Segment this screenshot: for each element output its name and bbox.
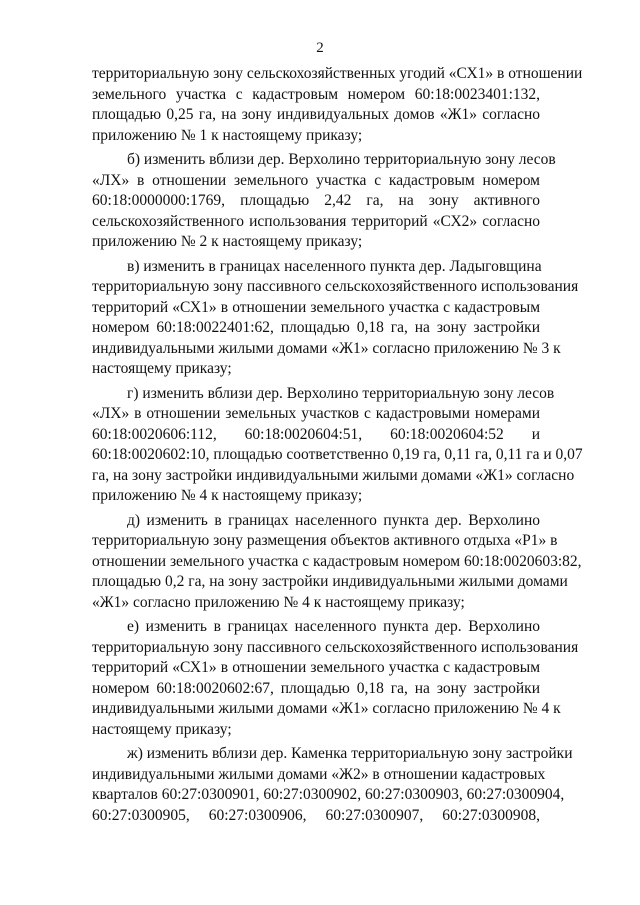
text-line: приложению № 1 к настоящему приказу;: [92, 126, 363, 144]
text-line: территориальную зону пассивного сельскохозяйственного использования: [92, 278, 579, 295]
text-line: е) изменить в границах населенного пункта дер. Верхолино: [127, 618, 540, 635]
text-line: ж) изменить вблизи дер. Каменка территориальную зону застройки: [127, 745, 573, 762]
text-line: номером 60:18:0022401:62, площадью 0,18 га, на зону застройки: [92, 319, 540, 336]
document-body: [92, 64, 583, 826]
text-line: индивидуальными жилыми домами «Ж1» согласно приложению № 4 к: [92, 700, 561, 717]
text-line: площадью 0,25 га, на зону индивидуальных домов «Ж1» согласно: [92, 106, 540, 123]
text-line: приложению № 2 к настоящему приказу;: [92, 233, 363, 250]
text-line: территориальную зону размещения объектов активного отдыха «Р1» в: [92, 532, 558, 549]
paragraph-e: [92, 617, 579, 740]
paragraph-g: [92, 384, 583, 507]
text-line: отношении земельного участка с кадастровым номером 60:18:0020603:82,: [92, 552, 582, 570]
text-line: площадью 0,2 га, на зону застройки индивидуальными жилыми домами: [92, 573, 568, 590]
text-line: территориальную зону сельскохозяйственных угодий «СХ1» в отношении: [92, 65, 583, 82]
text-line: 60:18:0020602:10, площадью соответственно 0,19 га, 0,11 га, 0,11 га и 0,07: [92, 446, 583, 463]
text-line: территориальную зону пассивного сельскохозяйственного использования: [92, 638, 579, 656]
text-line: 60:18:0020606:112, 60:18:0020604:51, 60:18:0020604:52 и: [92, 425, 540, 443]
text-line: га, на зону застройки индивидуальными жилыми домами «Ж1» согласно: [92, 466, 575, 484]
paragraph-v: [92, 257, 579, 380]
text-line: сельскохозяйственного использования территорий «СХ2» согласно: [92, 212, 540, 230]
page-number: 2: [316, 40, 324, 56]
text-line: настоящему приказу;: [92, 720, 232, 738]
text-line: 60:27:0300905, 60:27:0300906, 60:27:0300907, 60:27:0300908,: [92, 806, 540, 824]
text-line: 60:18:0000000:1769, площадью 2,42 га, на зону активного: [92, 192, 540, 209]
paragraph-a-continuation: [92, 64, 583, 146]
text-line: «ЛХ» в отношении земельных участков с кадастровыми номерами: [92, 405, 540, 422]
text-line: б) изменить вблизи дер. Верхолино территориальную зону лесов: [127, 151, 556, 168]
text-line: территорий «СХ1» в отношении земельного участка с кадастровым: [92, 659, 540, 676]
paragraph-zh: [92, 744, 573, 826]
text-line: «Ж1» согласно приложению № 4 к настоящему приказу;: [92, 593, 465, 611]
paragraph-b: [92, 150, 556, 253]
text-line: настоящему приказу;: [92, 360, 232, 377]
paragraph-d: [92, 511, 582, 614]
text-line: номером 60:18:0020602:67, площадью 0,18 га, на зону застройки: [92, 679, 540, 697]
text-line: индивидуальными жилыми домами «Ж2» в отношении кадастровых: [92, 765, 546, 783]
text-line: земельного участка с кадастровым номером 60:18:0023401:132,: [92, 85, 540, 103]
text-line: в) изменить в границах населенного пункта дер. Ладыговщина: [127, 257, 542, 275]
text-line: индивидуальными жилыми домами «Ж1» согласно приложению № 3 к: [92, 339, 561, 357]
text-line: г) изменить вблизи дер. Верхолино территориальную зону лесов: [127, 384, 555, 402]
text-line: кварталов 60:27:0300901, 60:27:0300902, 60:27:0300903, 60:27:0300904,: [92, 786, 565, 803]
text-line: «ЛХ» в отношении земельного участка с кадастровым номером: [92, 171, 540, 189]
text-line: территорий «СХ1» в отношении земельного участка с кадастровым: [92, 298, 540, 316]
text-line: приложению № 4 к настоящему приказу;: [92, 487, 363, 504]
text-line: д) изменить в границах населенного пункта дер. Верхолино: [127, 511, 540, 529]
